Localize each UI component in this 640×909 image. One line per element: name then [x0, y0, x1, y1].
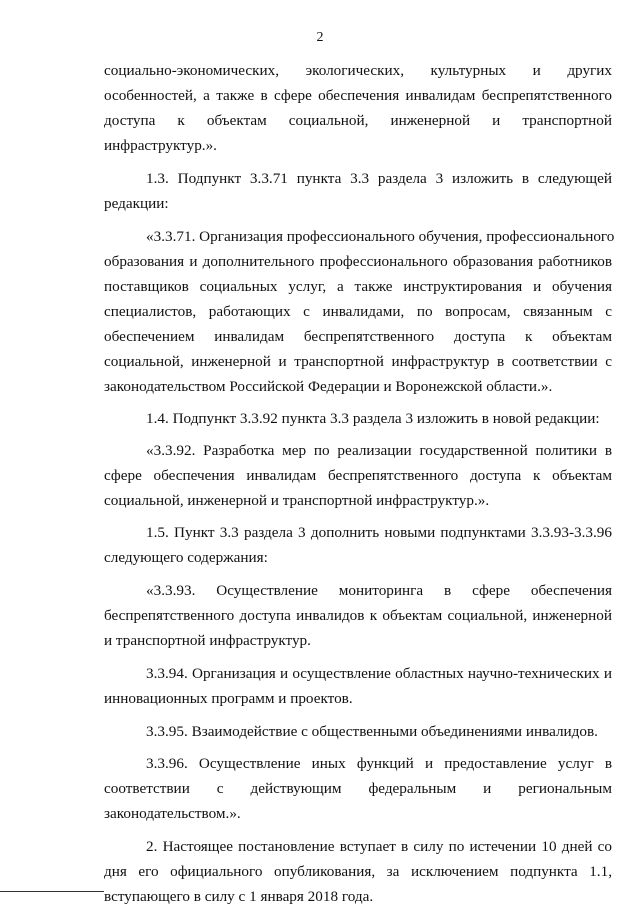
- text-line: особенностей, а также в сфере обеспечения инвалидам беспрепятственного: [104, 87, 612, 104]
- text-line: социально-экономических, экологических, культурных и других: [104, 62, 612, 79]
- text-line: 1.5. Пункт 3.3 раздела 3 дополнить новыми подпунктами 3.3.93-3.3.96: [146, 524, 612, 541]
- paragraph-gap: [104, 431, 612, 438]
- page-number: 2: [316, 30, 324, 45]
- text-line: 1.3. Подпункт 3.3.71 пункта 3.3 раздела 3 изложить в следующей: [146, 170, 612, 187]
- text-line: 3.3.94. Организация и осуществление областных научно-технических и: [146, 665, 612, 682]
- text-line: редакции:: [104, 195, 169, 212]
- paragraph-gap: [104, 216, 612, 224]
- footnote-divider: [0, 891, 104, 892]
- text-line: 2. Настоящее постановление вступает в силу по истечении 10 дней со: [146, 838, 612, 855]
- paragraph-gap: [104, 744, 612, 751]
- text-line: законодательством Российской Федерации и Воронежской области.».: [104, 378, 553, 395]
- text-line: беспрепятственного доступа инвалидов к объектам социальной, инженерной: [104, 607, 612, 624]
- text-line: специалистов, работающих с инвалидами, по вопросам, связанным с: [104, 303, 612, 320]
- text-line: дня его официального опубликования, за исключением подпункта 1.1,: [104, 863, 612, 880]
- text-line: инновационных программ и проектов.: [104, 690, 353, 707]
- text-line: доступа к объектам социальной, инженерной и транспортной: [104, 112, 612, 129]
- document-body: [104, 58, 615, 909]
- text-line: «3.3.92. Разработка мер по реализации государственной политики в: [146, 442, 612, 459]
- text-line: 3.3.96. Осуществление иных функций и предоставление услуг в: [146, 755, 612, 772]
- text-line: «3.3.93. Осуществление мониторинга в сфере обеспечения: [146, 582, 612, 599]
- text-line: обеспечением инвалидам беспрепятственного доступа к объектам: [104, 328, 612, 345]
- paragraph-gap: [104, 653, 612, 661]
- text-line: 3.3.95. Взаимодействие с общественными объединениями инвалидов.: [146, 723, 598, 740]
- paragraph-gap: [104, 826, 612, 834]
- text-line: социальной, инженерной и транспортной инфраструктур.».: [104, 492, 490, 509]
- text-line: и транспортной инфраструктур.: [104, 632, 311, 649]
- text-line: законодательством.».: [104, 805, 241, 822]
- text-line: образования и дополнительного профессионального образования работников: [104, 253, 612, 270]
- text-line: 1.4. Подпункт 3.3.92 пункта 3.3 раздела 3 изложить в новой редакции:: [146, 410, 600, 427]
- text-line: следующего содержания:: [104, 549, 268, 566]
- paragraph-gap: [104, 513, 612, 520]
- paragraph-gap: [104, 399, 612, 406]
- paragraph-gap: [104, 570, 612, 578]
- text-line: вступающего в силу с 1 января 2018 года.: [104, 888, 374, 905]
- text-line: социальной, инженерной и транспортной инфраструктур в соответствии с: [104, 353, 612, 370]
- text-line: поставщиков социальных услуг, а также инструктирования и обучения: [104, 278, 612, 295]
- text-line: соответствии с действующим федеральным и региональным: [104, 780, 612, 797]
- text-line: инфраструктур.».: [104, 137, 217, 154]
- paragraph-gap: [104, 158, 612, 166]
- text-line: «3.3.71. Организация профессионального обучения, профессионального: [146, 228, 615, 245]
- paragraph-gap: [104, 711, 612, 719]
- text-line: сфере обеспечения инвалидам беспрепятственного доступа к объектам: [104, 467, 612, 484]
